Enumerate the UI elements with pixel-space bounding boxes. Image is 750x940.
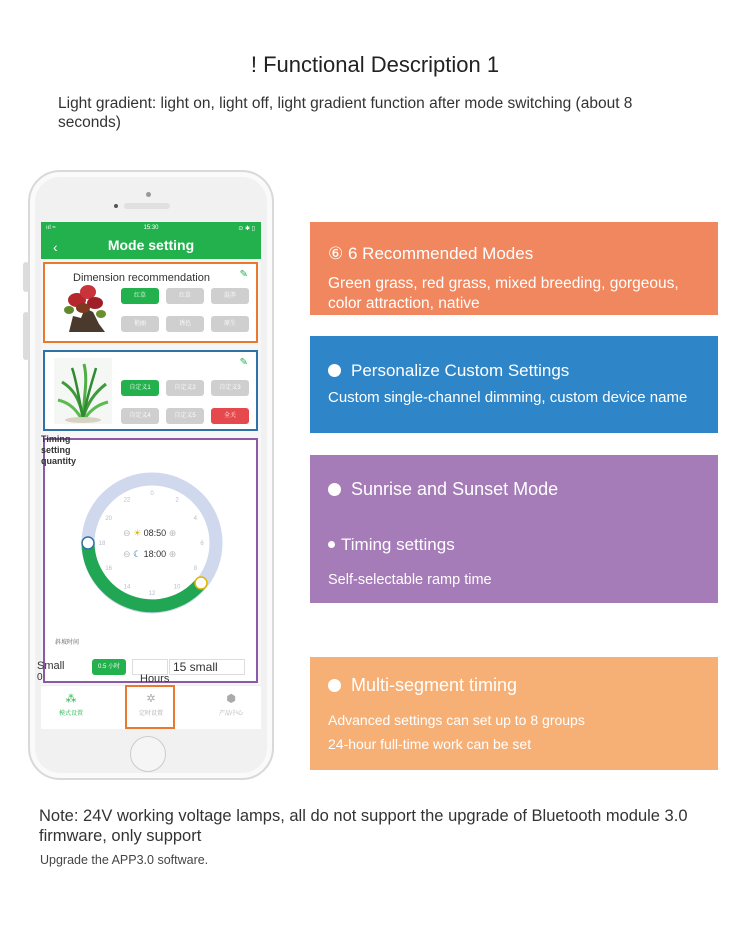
screen-title: Mode setting bbox=[107, 237, 195, 253]
dial-tick-label: 16 bbox=[105, 566, 113, 572]
ramp-time-label: 斜坡时间 bbox=[55, 640, 80, 646]
dial-tick-label: 6 bbox=[200, 541, 204, 547]
tab-label: 定时设置 bbox=[138, 711, 163, 717]
bullet-icon bbox=[328, 541, 335, 548]
dial-tick-label: 0 bbox=[150, 491, 154, 497]
battery-icon: ⊙ ✱ ▯ bbox=[238, 226, 255, 232]
phone-sensor bbox=[114, 204, 118, 208]
product-icon: ⬢ bbox=[226, 693, 236, 705]
feature-text: Self-selectable ramp time bbox=[328, 572, 492, 588]
hours-label: Hours bbox=[140, 673, 170, 685]
custom-modes-card bbox=[43, 350, 258, 431]
sunset-handle[interactable] bbox=[82, 537, 94, 549]
sunset-time-row[interactable] bbox=[123, 549, 176, 560]
dial-tick-label: 4 bbox=[193, 516, 197, 522]
mode-chip[interactable]: 混养 bbox=[211, 288, 249, 304]
feature-title: Sunrise and Sunset Mode bbox=[328, 479, 558, 500]
feature-recommended-modes bbox=[310, 222, 718, 315]
dial-tick-label: 8 bbox=[193, 566, 197, 572]
feature-title: ⑥ 6 Recommended Modes bbox=[328, 244, 534, 263]
recommended-modes-card bbox=[43, 262, 258, 343]
feature-title: Personalize Custom Settings bbox=[328, 361, 569, 381]
dimension-label: Dimension recommendation bbox=[73, 272, 210, 284]
feature-multi-segment-timing bbox=[310, 657, 718, 770]
feature-text: 24-hour full-time work can be set bbox=[328, 736, 532, 752]
sunset-time: 18:00 bbox=[143, 549, 167, 559]
mode-icon: ⁂ bbox=[65, 693, 77, 705]
page-title: ! Functional Description 1 bbox=[250, 52, 500, 77]
tab-mode-settings[interactable] bbox=[41, 692, 101, 717]
feature-text: Custom single-channel dimming, custom device name bbox=[328, 389, 688, 406]
phone-home-button[interactable] bbox=[130, 736, 166, 772]
sunrise-handle[interactable] bbox=[195, 577, 207, 589]
plus-icon[interactable]: ⊕ bbox=[168, 549, 177, 559]
sunrise-time-row[interactable] bbox=[123, 528, 176, 539]
feature-text: Advanced settings can set up to 8 groups bbox=[328, 712, 585, 728]
signal-wifi-icon: ııl ≈ bbox=[46, 225, 56, 231]
dial-tick-label: 2 bbox=[175, 497, 179, 504]
plus-icon[interactable]: ⊕ bbox=[168, 528, 177, 538]
timing-card bbox=[41, 434, 258, 683]
status-time: 15:30 bbox=[143, 225, 159, 231]
ramp-option-pill[interactable]: 0.5 小时 bbox=[92, 659, 126, 675]
phone-side-button bbox=[23, 312, 29, 360]
note-small-text: Upgrade the APP3.0 software. bbox=[40, 853, 209, 867]
sunrise-time: 08:50 bbox=[143, 528, 167, 538]
moon-icon: ☾ bbox=[133, 549, 142, 559]
custom-chip[interactable]: 自定义3 bbox=[211, 380, 249, 396]
custom-chip[interactable]: 自定义5 bbox=[166, 408, 204, 424]
bullet-icon bbox=[328, 679, 341, 692]
zero-label: 0 bbox=[37, 672, 43, 683]
red-plant-image bbox=[55, 278, 113, 336]
tab-product-center[interactable] bbox=[201, 692, 261, 717]
phone-speaker bbox=[124, 203, 170, 209]
tab-label: 产品中心 bbox=[218, 711, 243, 717]
gear-icon: ✲ bbox=[146, 693, 156, 705]
feature-custom-settings bbox=[310, 336, 718, 433]
minus-icon[interactable]: ⊖ bbox=[123, 549, 131, 559]
ramp-time-row bbox=[37, 658, 261, 685]
phone-camera bbox=[146, 192, 151, 197]
tab-label: 模式设置 bbox=[58, 711, 83, 717]
ramp-value-box[interactable]: 15 small bbox=[169, 659, 245, 675]
chevron-left-icon[interactable]: ‹ bbox=[53, 239, 58, 255]
dial-tick-label: 12 bbox=[148, 591, 156, 597]
mode-chip[interactable]: 艳丽 bbox=[121, 316, 159, 332]
phone-side-button bbox=[23, 262, 29, 292]
number-six-icon: ⑥ bbox=[328, 244, 344, 263]
feature-title: Multi-segment timing bbox=[328, 675, 517, 696]
dial-tick-label: 20 bbox=[105, 516, 113, 522]
dial-tick-label: 10 bbox=[173, 584, 181, 591]
minus-icon[interactable]: ⊖ bbox=[123, 528, 131, 538]
intro-text: Light gradient: light on, light off, light gradient function after mode switching (about 8 seconds) bbox=[58, 95, 633, 131]
mode-chip[interactable]: 原生 bbox=[211, 316, 249, 332]
pencil-icon[interactable]: ✎ bbox=[239, 357, 248, 368]
custom-chip[interactable]: 自定义4 bbox=[121, 408, 159, 424]
app-bar bbox=[41, 222, 261, 259]
dial-tick-label: 14 bbox=[123, 584, 131, 591]
feature-sunrise-sunset bbox=[310, 455, 718, 603]
timing-tab-highlight bbox=[125, 685, 175, 729]
small-label: Small bbox=[37, 660, 65, 672]
custom-chip[interactable]: 自定义1 bbox=[121, 380, 159, 396]
custom-chip[interactable]: 自定义2 bbox=[166, 380, 204, 396]
sunrise-sunset-dial[interactable] bbox=[78, 469, 226, 617]
feature-text: Green grass, red grass, mixed breeding, gorgeous, color attraction, native bbox=[328, 275, 679, 312]
mode-chip[interactable]: 诱色 bbox=[166, 316, 204, 332]
note-text: Note: 24V working voltage lamps, all do not support the upgrade of Bluetooth module 3.0 firmware, only support bbox=[39, 807, 688, 845]
feature-subtitle: Timing settings bbox=[328, 535, 455, 555]
all-off-chip[interactable]: 全关 bbox=[211, 408, 249, 424]
phone-screen bbox=[37, 222, 261, 729]
bullet-icon bbox=[328, 483, 341, 496]
sun-icon: ☀ bbox=[133, 528, 142, 538]
pencil-icon[interactable]: ✎ bbox=[239, 269, 248, 280]
mode-chip[interactable]: 红草 bbox=[166, 288, 204, 304]
mode-chip[interactable]: 红草 bbox=[121, 288, 159, 304]
timing-label: Timing setting quantity bbox=[41, 434, 76, 466]
dial-tick-label: 18 bbox=[98, 541, 106, 547]
bullet-icon bbox=[328, 364, 341, 377]
green-plant-image bbox=[54, 358, 112, 424]
dial-tick-label: 22 bbox=[123, 497, 131, 504]
